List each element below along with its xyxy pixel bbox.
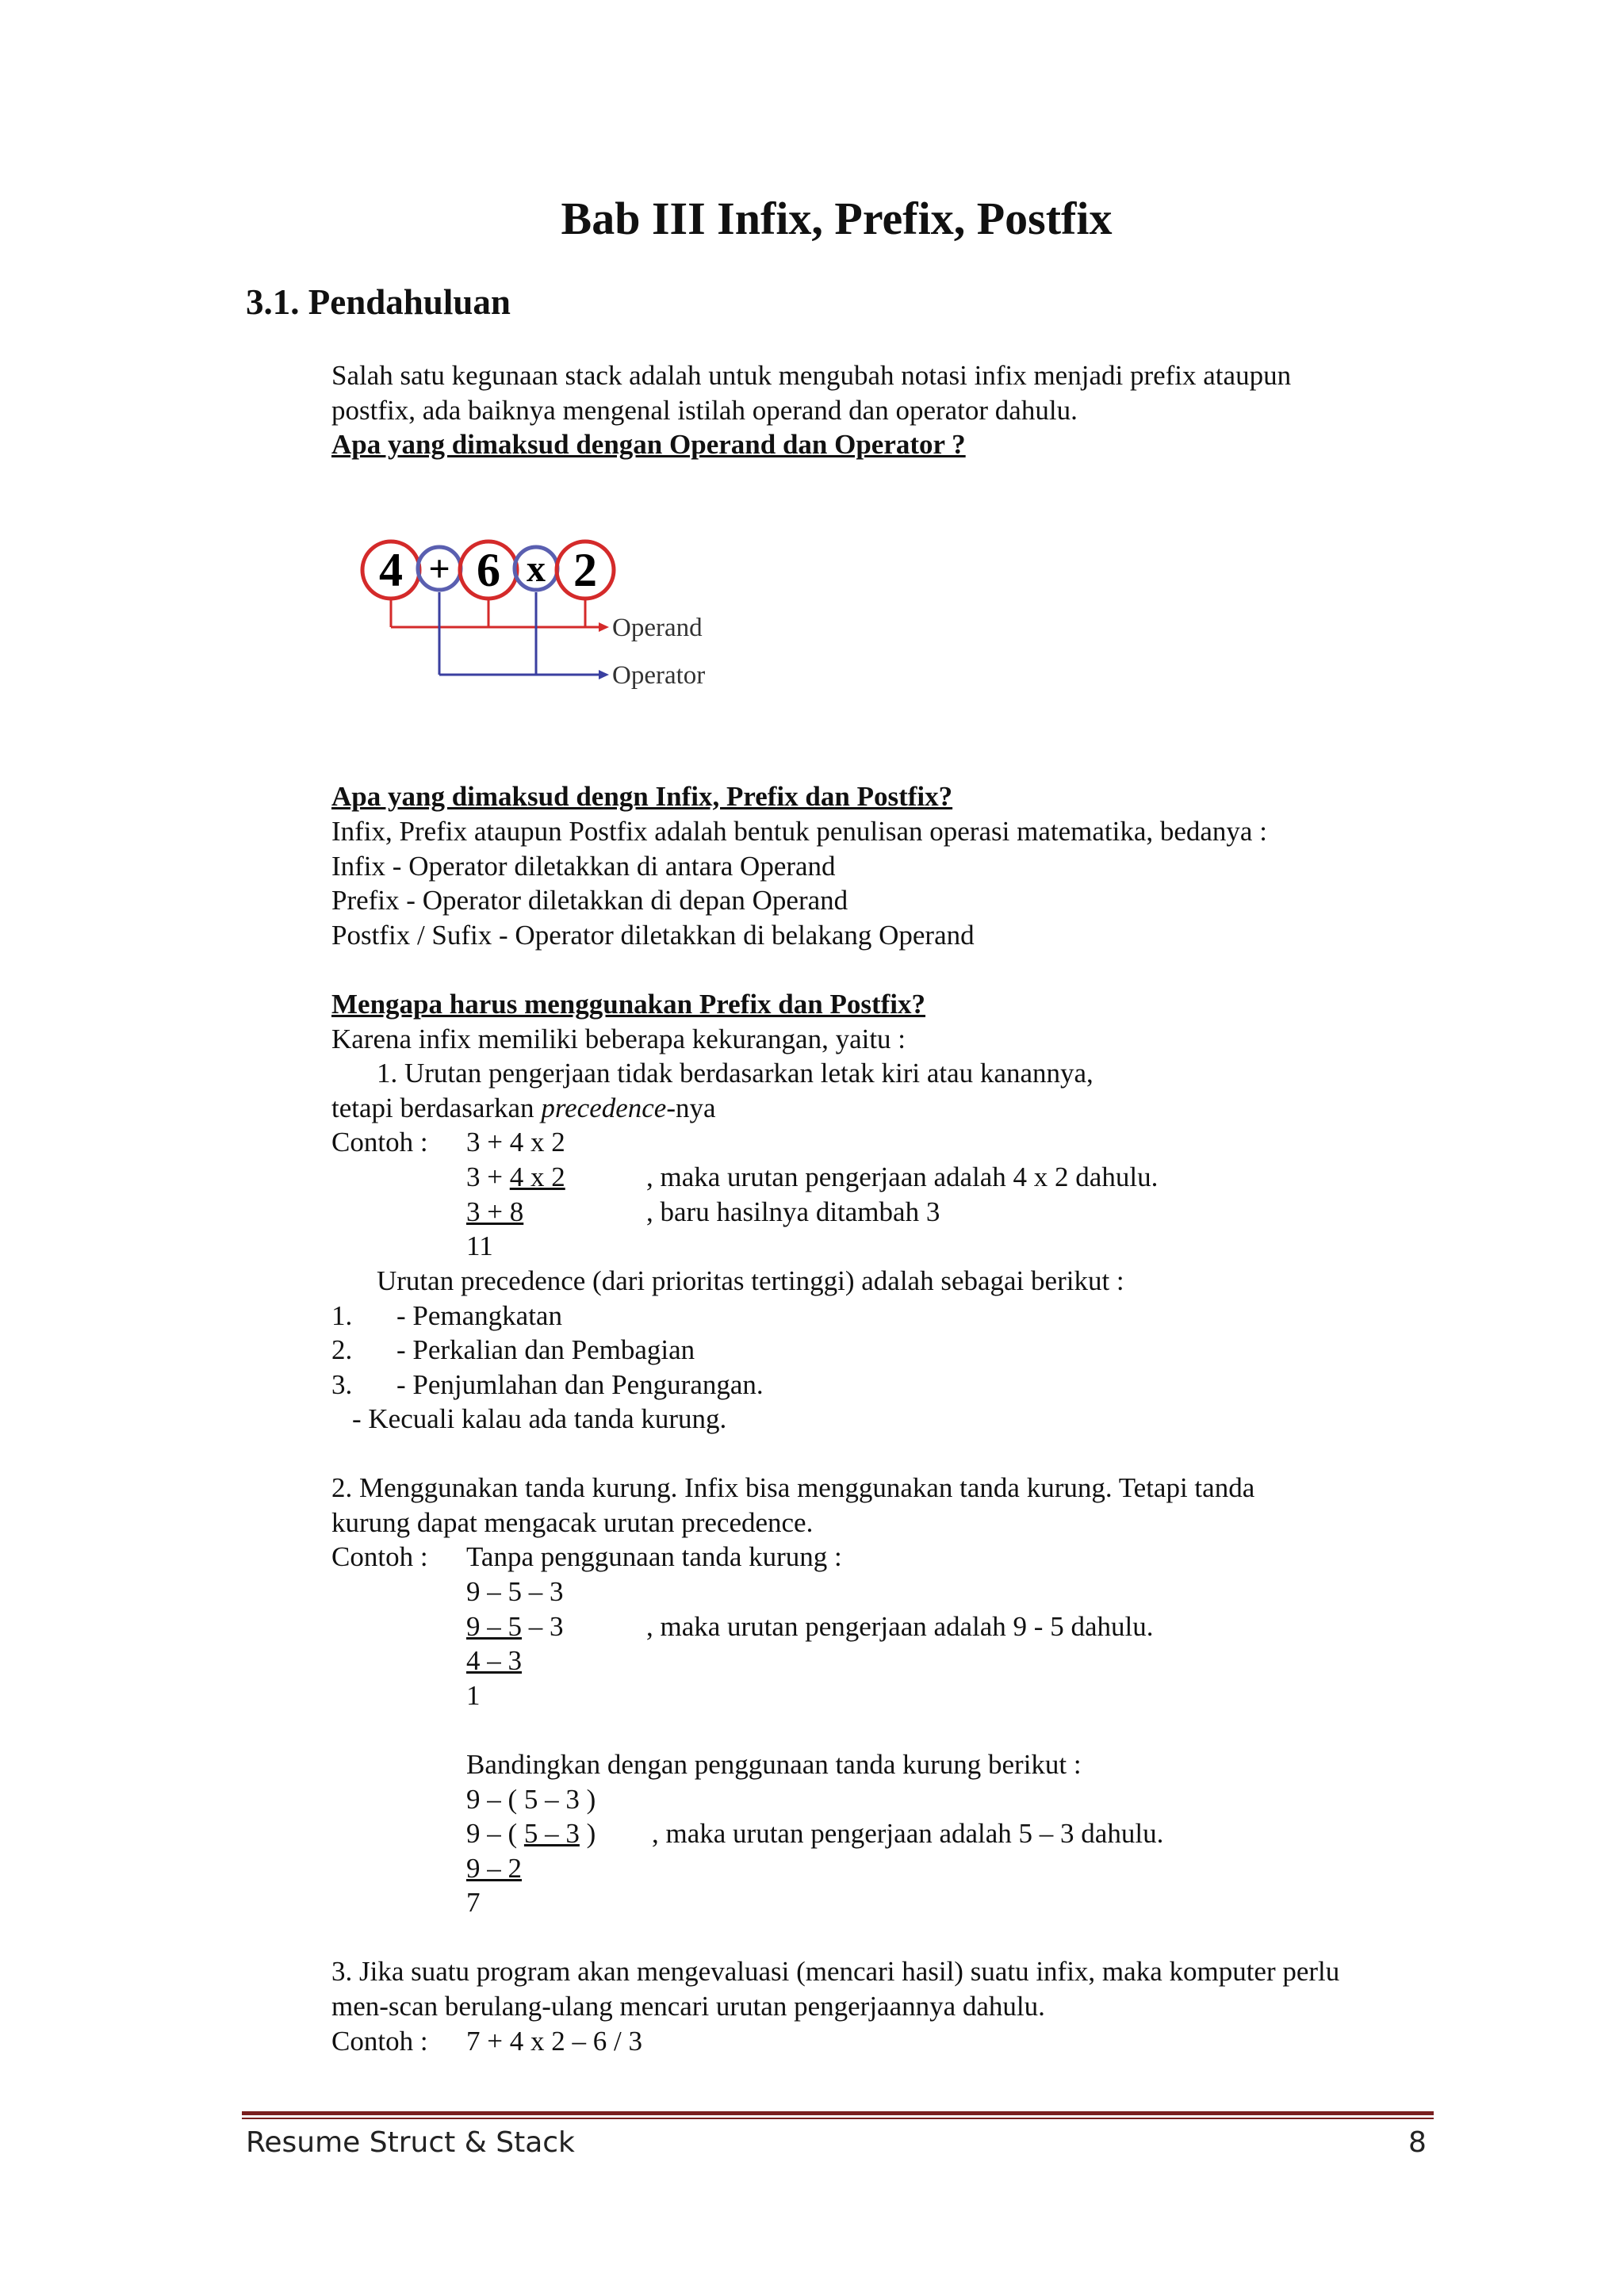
operator-label: Operator [612, 661, 706, 690]
example-2-expression: 9 – 5 – 3 [466, 1576, 564, 1607]
footer-title: Resume Struct & Stack [246, 2126, 575, 2159]
example-4-expression: 7 + 4 x 2 – 6 / 3 [466, 2026, 642, 2057]
example-2-intro: Tanpa penggunaan tanda kurung : [466, 1541, 842, 1572]
underlined-subexpression: 5 – 3 [523, 1818, 580, 1849]
precedence-item: - Pemangkatan [396, 1300, 562, 1331]
precedence-number: 2. [331, 1334, 353, 1365]
precedence-number: 3. [331, 1369, 353, 1400]
example-1-step-2-note: , maka urutan pengerjaan adalah 4 x 2 dahulu. [646, 1161, 1159, 1192]
example-2-step-2-note: , maka urutan pengerjaan adalah 9 - 5 dahulu. [646, 1611, 1154, 1642]
operator-connector [439, 592, 599, 675]
contoh-label: Contoh : [331, 1127, 428, 1158]
operand-arrowhead [599, 622, 609, 632]
precedence-term: precedence [541, 1093, 667, 1123]
example-1-step-3: 3 + 8 [466, 1196, 524, 1227]
footer-rule-thin [242, 2118, 1434, 2119]
intro-line-2: postfix, ada baiknya mengenal istilah operand dan operator dahulu. [331, 395, 1078, 426]
operand-operator-diagram [357, 527, 737, 710]
operator-times: x [527, 548, 546, 590]
precedence-note: - Kecuali kalau ada tanda kurung. [352, 1403, 727, 1434]
point-1-line-2 [331, 1091, 716, 1126]
example-3-step-3: 9 – 2 [466, 1853, 522, 1884]
example-1-step-3-note: , baru hasilnya ditambah 3 [646, 1196, 940, 1227]
text-fragment: – 3 [522, 1611, 564, 1642]
precedence-item: - Perkalian dan Pembagian [396, 1334, 695, 1365]
text-fragment: ) [579, 1818, 596, 1849]
operator-arrowhead [599, 670, 609, 679]
footer-rule [242, 2111, 1434, 2115]
point-2-line-1: 2. Menggunakan tanda kurung. Infix bisa menggunakan tanda kurung. Tetapi tanda [331, 1472, 1255, 1503]
underlined-subexpression: 4 x 2 [509, 1161, 565, 1192]
example-3-step-2 [466, 1816, 596, 1851]
precedence-item: - Penjumlahan dan Pengurangan. [396, 1369, 764, 1400]
precedence-intro: Urutan precedence (dari prioritas tertinggi) adalah sebagai berikut : [377, 1265, 1124, 1296]
infix-heading: Apa yang dimaksud dengn Infix, Prefix dan Postfix? [331, 781, 953, 812]
operand-label: Operand [612, 614, 703, 642]
example-1-expression: 3 + 4 x 2 [466, 1127, 565, 1158]
operand-4: 4 [379, 544, 403, 596]
contoh-label: Contoh : [331, 1541, 428, 1572]
contoh-label: Contoh : [331, 2026, 428, 2057]
text-fragment: 9 – ( [466, 1818, 524, 1849]
compare-intro: Bandingkan dengan penggunaan tanda kurung berikut : [466, 1749, 1082, 1780]
intro-line-1: Salah satu kegunaan stack adalah untuk mengubah notasi infix menjadi prefix ataupun [331, 360, 1292, 391]
operand-2: 2 [573, 544, 597, 596]
example-3-result: 7 [466, 1887, 481, 1918]
example-3-expression: 9 – ( 5 – 3 ) [466, 1784, 596, 1815]
operator-plus: + [428, 548, 450, 590]
infix-line: Prefix - Operator diletakkan di depan Operand [331, 885, 848, 916]
infix-line: Infix, Prefix ataupun Postfix adalah bentuk penulisan operasi matematika, bedanya : [331, 816, 1267, 847]
example-2-result: 1 [466, 1680, 481, 1711]
example-2-step-3: 4 – 3 [466, 1645, 522, 1676]
text-fragment: -nya [666, 1093, 716, 1123]
page-number: 8 [1408, 2126, 1427, 2159]
text-fragment: 3 + [466, 1161, 510, 1192]
precedence-number: 1. [331, 1300, 353, 1331]
why-intro: Karena infix memiliki beberapa kekurangan, yaitu : [331, 1024, 906, 1054]
text-fragment: tetapi berdasarkan [331, 1093, 542, 1123]
why-heading: Mengapa harus menggunakan Prefix dan Postfix? [331, 989, 926, 1020]
example-3-step-2-note: , maka urutan pengerjaan adalah 5 – 3 dahulu. [652, 1818, 1164, 1849]
infix-line: Infix - Operator diletakkan di antara Operand [331, 851, 836, 882]
point-3-line-2: men-scan berulang-ulang mencari urutan pengerjaannya dahulu. [331, 1991, 1045, 2022]
underlined-subexpression: 9 – 5 [466, 1611, 522, 1642]
operand-connector [391, 600, 599, 627]
infix-line: Postfix / Sufix - Operator diletakkan di belakang Operand [331, 920, 975, 951]
section-heading: 3.1. Pendahuluan [246, 282, 511, 322]
point-1-line-1: 1. Urutan pengerjaan tidak berdasarkan letak kiri atau kanannya, [377, 1058, 1094, 1089]
example-2-step-2 [466, 1609, 564, 1644]
point-3-line-1: 3. Jika suatu program akan mengevaluasi (mencari hasil) suatu infix, maka komputer perlu [331, 1956, 1340, 1987]
operand-6: 6 [477, 544, 500, 596]
point-2-line-2: kurung dapat mengacak urutan precedence. [331, 1507, 814, 1538]
page-title: Bab III Infix, Prefix, Postfix [561, 193, 1113, 244]
operand-operator-question: Apa yang dimaksud dengan Operand dan Operator ? [331, 429, 966, 460]
example-1-step-2 [466, 1160, 565, 1195]
example-1-result: 11 [466, 1230, 493, 1261]
